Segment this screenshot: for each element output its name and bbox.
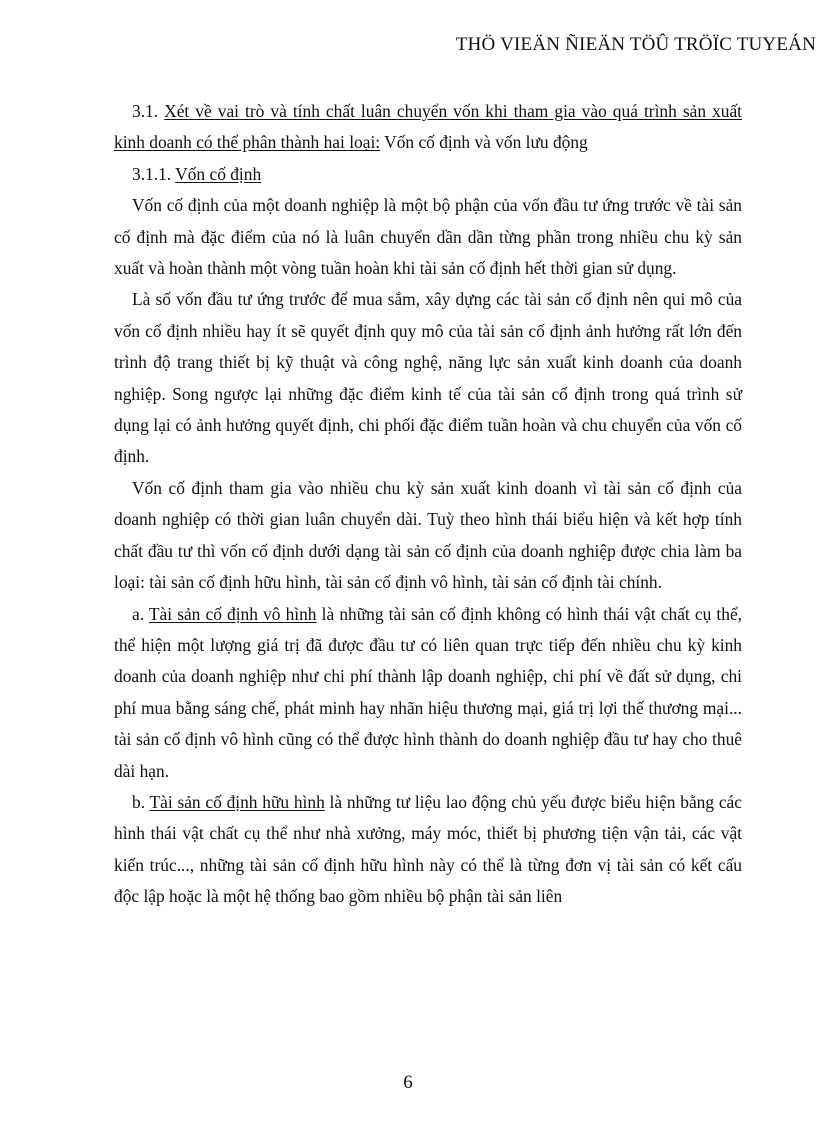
item-label-a: a.	[132, 603, 149, 624]
paragraph-intangible-assets	[114, 599, 742, 787]
subsection-heading-3-1-1	[114, 159, 742, 190]
document-body	[114, 96, 742, 913]
paragraph-classification: Vốn cố định tham gia vào nhiều chu kỳ sản xuất kinh doanh vì tài sản cố định của doanh nghiệp có thời gian luân chuyển dài. Tuỳ theo hình thái biểu hiện và kết hợp tính chất đầu tư thì vốn cố định dưới dạng tài sản cố định của doanh nghiệp được chia làm ba loại: tài sản cố định hữu hình, tài sản cố định vô hình, tài sản cố định tài chính.	[114, 477, 742, 593]
paragraph-tangible-assets	[114, 787, 742, 913]
section-number: 3.1.	[132, 101, 165, 121]
subsection-number: 3.1.1.	[132, 163, 176, 184]
subsection-title: Vốn cố định	[175, 163, 262, 184]
page-number: 6	[403, 1072, 413, 1093]
section-heading-suffix: Vốn cố định và vốn lưu động	[380, 132, 588, 153]
page-header-title: THÖ VIEÄN ÑIEÄN TÖÛ TRÖÏC TUYEÁN	[455, 34, 816, 55]
tangible-assets-term: Tài sản cố định hữu hình	[149, 791, 325, 812]
tangible-assets-text: là những tư liệu lao động chủ yếu được biểu hiện bằng các hình thái vật chất cụ thể như nhà xưởng, máy móc, thiết bị phương tiện vận tải, các vật kiến trúc..., những tài sản cố định hữu hình này có thể là từng đơn vị tài sản có kết cấu độc lập hoặc là một hệ thống bao gồm nhiều bộ phận tài sản liên	[114, 791, 742, 907]
intangible-assets-text: là những tài sản cố định không có hình thái vật chất cụ thể, thể hiện một lượng giá trị đã được đầu tư có liên quan trực tiếp đến nhiều chu kỳ kinh doanh của doanh nghiệp như chi phí thành lập doanh nghiệp, chi phí về đất sử dụng, chi phí mua bằng sáng chế, phát minh hay nhãn hiệu thương mại, giá trị lợi thế thương mại... tài sản cố định vô hình cũng có thể được hình thành do doanh nghiệp đầu tư hay cho thuê dài hạn.	[114, 603, 743, 781]
paragraph-definition: Vốn cố định của một doanh nghiệp là một bộ phận của vốn đầu tư ứng trước về tài sản cố định mà đặc điểm của nó là luân chuyển dần dần từng phần trong nhiều chu kỳ sản xuất và hoàn thành một vòng tuần hoàn khi tài sản cố định hết thời gian sử dụng.	[114, 195, 742, 279]
section-heading-underlined: Xét về vai trò và tính chất luân chuyển vốn khi tham gia vào quá trình sản xuất kinh doanh có thể phân thành hai loại:	[114, 101, 743, 153]
intangible-assets-term: Tài sản cố định vô hình	[148, 603, 317, 624]
paragraph-scale: Là số vốn đầu tư ứng trước để mua sắm, xây dựng các tài sản cố định nên qui mô của vốn cố định nhiều hay ít sẽ quyết định quy mô của tài sản cố định ảnh hưởng rất lớn đến trình độ trang thiết bị kỹ thuật và công nghệ, năng lực sản xuất kinh doanh của doanh nghiệp. Song ngược lại những đặc điểm kinh tế của tài sản cố định trong quá trình sử dụng lại có ảnh hưởng quyết định, chi phối đặc điểm tuần hoàn và chu chuyển của vốn cố định.	[114, 289, 742, 467]
section-heading-3-1	[114, 96, 742, 159]
item-label-b: b.	[132, 791, 150, 812]
